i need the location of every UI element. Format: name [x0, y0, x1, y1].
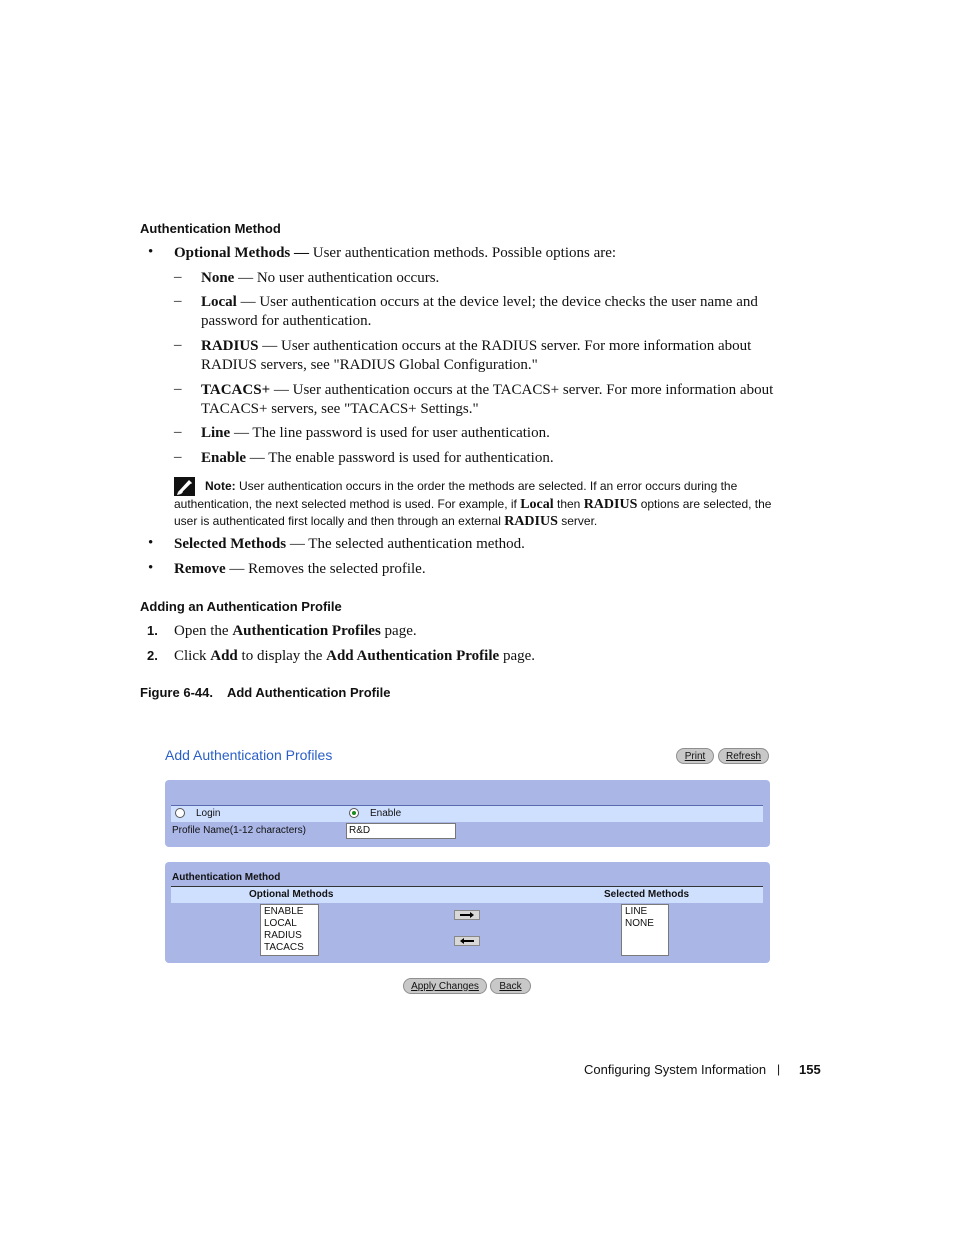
- bullet-mark: •: [148, 535, 154, 551]
- section-heading: Authentication Method: [140, 221, 281, 236]
- bullet-mark: •: [148, 560, 154, 576]
- login-radio[interactable]: [175, 808, 185, 818]
- option-line: Line — The line password is used for user authentication.: [201, 425, 550, 441]
- bullet-optional-methods: Optional Methods — User authentication methods. Possible options are:: [174, 245, 617, 261]
- list-item[interactable]: LOCAL: [264, 918, 297, 929]
- footer-separator: |: [777, 1062, 781, 1076]
- bullet-selected-methods: Selected Methods — The selected authentication method.: [174, 536, 525, 552]
- add-method-arrow-button[interactable]: [454, 910, 480, 920]
- enable-radio[interactable]: [349, 808, 359, 818]
- option-none: None — No user authentication occurs.: [201, 270, 440, 286]
- dash-mark: –: [174, 424, 182, 440]
- remove-method-arrow-button[interactable]: [454, 936, 480, 946]
- enable-label: Enable: [370, 808, 402, 819]
- optional-methods-header: Optional Methods: [249, 889, 334, 900]
- apply-changes-button[interactable]: Apply Changes: [403, 978, 487, 994]
- login-label: Login: [196, 808, 221, 819]
- profile-name-input[interactable]: R&D: [346, 823, 456, 839]
- screen-title: Add Authentication Profiles: [165, 747, 333, 763]
- step-click-add: Click Add to display the Add Authentication Profile page.: [174, 648, 536, 664]
- step-number: 1.: [147, 623, 158, 638]
- print-button[interactable]: Print: [676, 748, 714, 764]
- step-open-profiles: Open the Authentication Profiles page.: [174, 623, 417, 639]
- note-text: Note: User authentication occurs in the order the methods are selected. If an error occurs during the authentication, the next selected method is used. For example, if Local then RADIUS options are selected, the user is authenticated first locally and then through an external RADIUS server.: [174, 479, 772, 529]
- back-button[interactable]: Back: [490, 978, 531, 994]
- option-tacacs: TACACS+ — User authentication occurs at the TACACS+ server. For more information about TACACS+ servers, see "TACACS+ Settings.": [201, 382, 774, 417]
- dash-mark: –: [174, 381, 182, 397]
- dash-mark: –: [174, 293, 182, 309]
- section-heading: Adding an Authentication Profile: [140, 599, 342, 614]
- figure-caption: Figure 6-44. Add Authentication Profile: [140, 685, 391, 700]
- page-number: 155: [799, 1062, 821, 1077]
- dash-mark: –: [174, 337, 182, 353]
- profile-name-label: Profile Name(1-12 characters): [172, 825, 306, 836]
- bullet-remove: Remove — Removes the selected profile.: [174, 561, 426, 577]
- dash-mark: –: [174, 269, 182, 285]
- arrow-left-icon: [455, 937, 479, 945]
- dash-mark: –: [174, 449, 182, 465]
- step-number: 2.: [147, 648, 158, 663]
- arrow-right-icon: [455, 911, 479, 919]
- method-type-row: [171, 805, 763, 822]
- list-item[interactable]: ENABLE: [264, 906, 304, 917]
- list-item[interactable]: NONE: [625, 918, 654, 929]
- list-item[interactable]: TACACS: [264, 942, 304, 953]
- option-radius: RADIUS — User authentication occurs at the RADIUS server. For more information about RADIUS servers, see "RADIUS Global Configuration.": [201, 338, 752, 373]
- optional-methods-list[interactable]: [260, 904, 319, 956]
- bullet-mark: •: [148, 244, 154, 260]
- refresh-button[interactable]: Refresh: [718, 748, 769, 764]
- radio-selected-dot: [352, 811, 356, 815]
- option-enable: Enable — The enable password is used for authentication.: [201, 450, 554, 466]
- list-item[interactable]: RADIUS: [264, 930, 302, 941]
- list-item[interactable]: LINE: [625, 906, 648, 917]
- footer-section: Configuring System Information: [584, 1062, 767, 1077]
- auth-method-header: Authentication Method: [172, 872, 281, 883]
- option-local: Local — User authentication occurs at the device level; the device checks the user name and password for authentication.: [201, 294, 758, 329]
- selected-methods-list[interactable]: [621, 904, 669, 956]
- selected-methods-header: Selected Methods: [604, 889, 690, 900]
